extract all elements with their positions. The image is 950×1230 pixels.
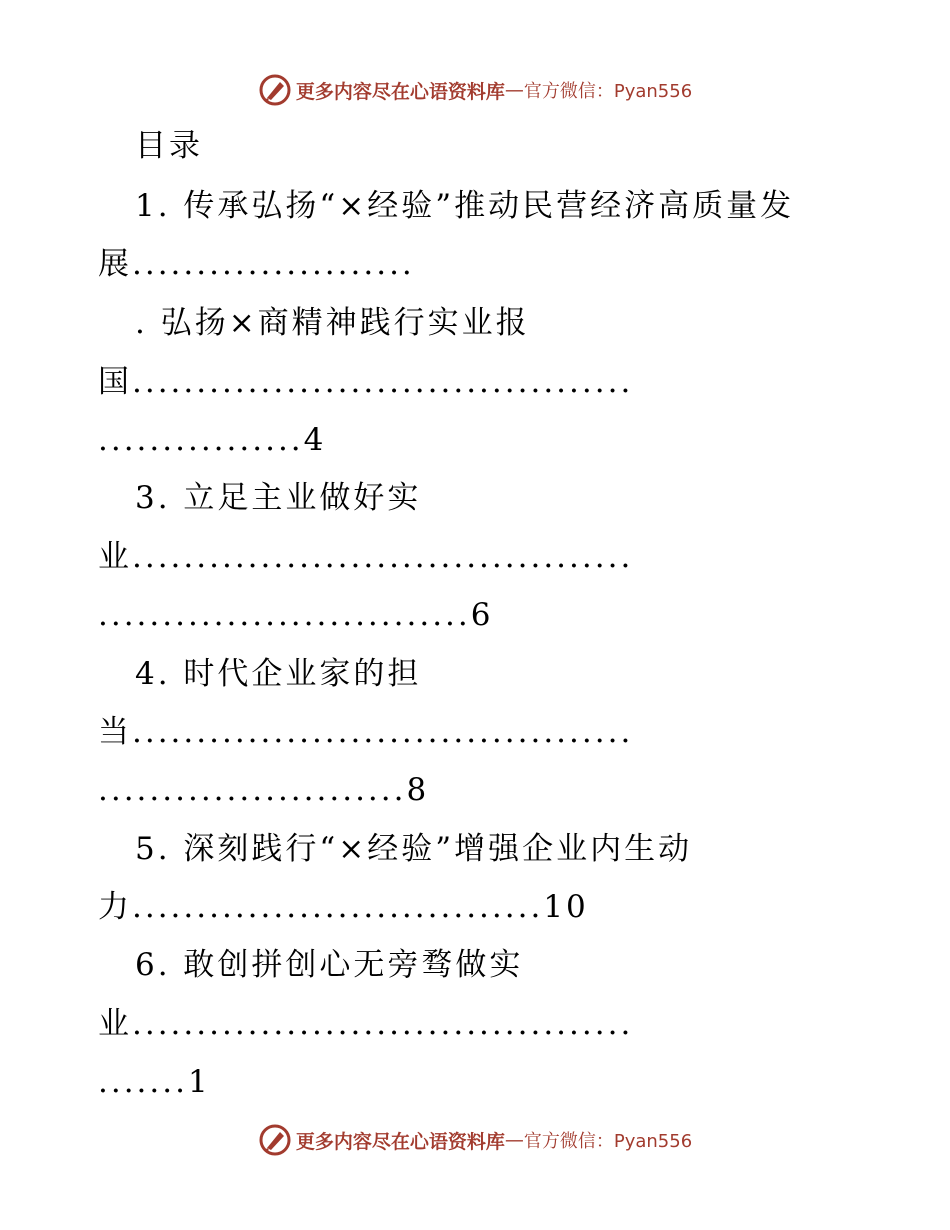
toc-line: 展......................	[98, 246, 415, 282]
toc-line: 3. 立足主业做好实	[135, 480, 422, 516]
banner-title: 更多内容尽在心语资料库	[295, 1130, 505, 1153]
toc-line: 5. 深刻践行“×经验”增强企业内生动	[135, 831, 693, 867]
pen-logo-icon	[258, 1123, 292, 1157]
toc-line: . 弘扬×商精神践行实业报	[135, 305, 530, 341]
header-banner	[0, 70, 950, 110]
toc-line: 业.......................................	[98, 1006, 634, 1042]
banner-separator: —	[504, 1129, 524, 1151]
banner-separator: —	[504, 79, 524, 101]
toc-line: 力................................10	[98, 889, 589, 925]
toc-line: 6. 敢创拼创心无旁骛做实	[135, 947, 524, 983]
banner-wechat: 官方微信：Pyan556	[523, 1131, 693, 1152]
toc-line: 1. 传承弘扬“×经验”推动民营经济高质量发	[135, 188, 795, 224]
banner-wechat: 官方微信：Pyan556	[523, 81, 693, 102]
toc-line: 当.......................................	[98, 714, 634, 750]
toc-line: ........................8	[98, 772, 430, 808]
toc-line: ................4	[98, 422, 327, 458]
banner-title: 更多内容尽在心语资料库	[295, 80, 505, 103]
toc-line: 国.......................................	[98, 364, 634, 400]
toc-line: 业.......................................	[98, 539, 634, 575]
footer-banner	[0, 1120, 950, 1160]
toc-line: .......1	[98, 1064, 211, 1100]
toc-line: .............................6	[98, 597, 494, 633]
pen-logo-icon	[258, 73, 292, 107]
toc-title: 目录	[135, 128, 203, 164]
toc-line: 4. 时代企业家的担	[135, 656, 422, 692]
